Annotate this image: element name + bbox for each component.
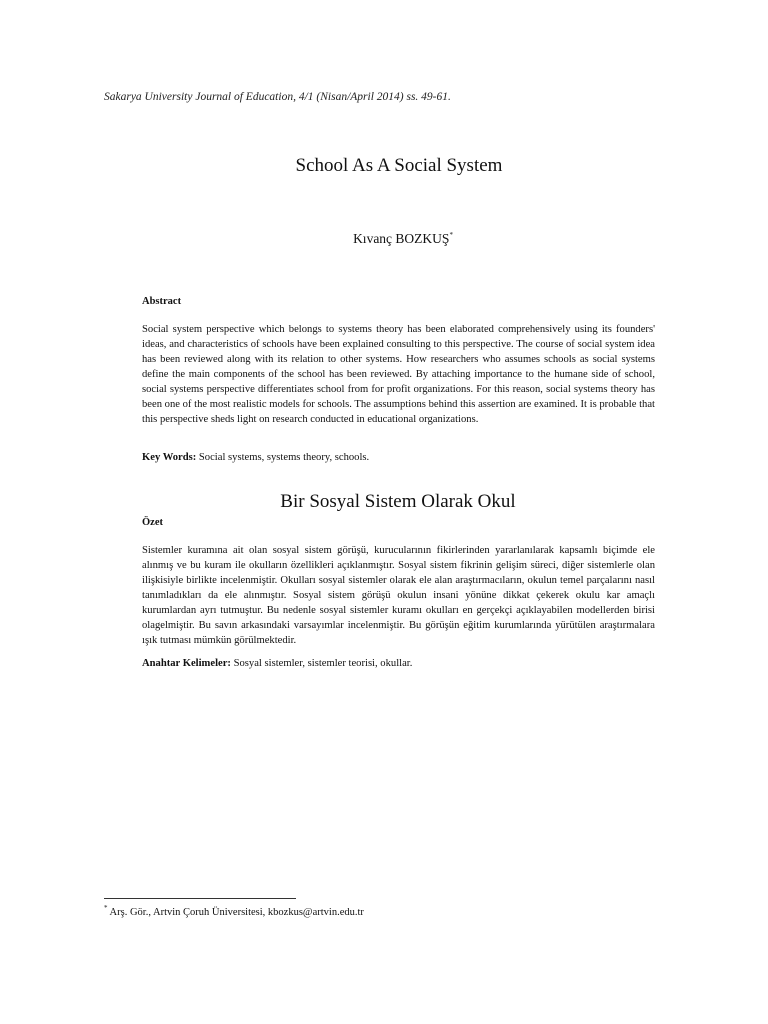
anahtar-label: Anahtar Kelimeler:: [142, 658, 231, 669]
anahtar-text: Sosyal sistemler, sistemler teorisi, okullar.: [233, 658, 413, 669]
ozet-heading: Özet: [142, 517, 163, 528]
ozet-body: Sistemler kuramına ait olan sosyal sistem görüşü, kurucularının fikirlerinden yararlanılarak kapsamlı biçimde ele alınmış ve bu kuram ile okulların özellikleri açıklanmıştır. Sosyal sistem fikrinin gelişim süreci, diğer sistemlerle olan ilişkisiyle birlikte incelenmiştir. Okulları sosyal sistemler olarak ele alan araştırmacıların, okulun temel parçalarını nasıl tanımladıkları da ele alınmıştır. Sosyal sistem görüşü okulun insani yönüne dikkat çekerek okulu kar amaçlı kurumlardan ayrı tutmuştur. Bu nedenle sosyal sistemler kuramı okulları en gerçekçi açıklayabilen modellerden birisi olagelmiştir. Bu savın arkasındaki varsayımlar incelenmiştir. Bu görüşün eğitim kurumlarında yürütülen araştırmalara ışık tutması mümkün görülmektedir.: [142, 545, 655, 646]
footnote: [104, 904, 364, 918]
paper-title-english: School As A Social System: [295, 155, 503, 176]
paper-title-turkish: Bir Sosyal Sistem Olarak Okul: [280, 491, 516, 512]
abstract-heading: Abstract: [142, 296, 182, 307]
author-footnote-mark: *: [449, 231, 453, 239]
keywords-label: Key Words:: [142, 452, 197, 463]
keywords-text: Social systems, systems theory, schools.: [198, 452, 370, 463]
author-name: Kıvanç BOZKUŞ: [353, 231, 450, 246]
journal-citation: Sakarya University Journal of Education, 4/1 (Nisan/April 2014) ss. 49-61.: [104, 91, 451, 103]
footnote-mark: *: [104, 904, 108, 912]
anahtar-kelimeler-line: [142, 656, 655, 671]
footnote-text: Arş. Gör., Artvin Çoruh Üniversitesi, kbozkus@artvin.edu.tr: [109, 907, 364, 918]
author-line: [0, 231, 768, 247]
abstract-body: Social system perspective which belongs to systems theory has been elaborated comprehensively using its founders' ideas, and characteristics of schools have been explained consulting to this perspective. The course of social system idea has been reviewed along with its relation to other systems. How researchers who assumes schools as social systems define the main components of the school has been reviewed. By attaching importance to the humane side of school, social systems perspective differentiates school from for profit organizations. For this reason, social systems theory has been one of the most realistic models for schools. The assumptions behind this assertion are examined. It is probable that this perspective sheds light on research conducted in educational organizations.: [142, 324, 655, 425]
footnote-divider: [104, 898, 296, 899]
keywords-line: [142, 450, 655, 465]
